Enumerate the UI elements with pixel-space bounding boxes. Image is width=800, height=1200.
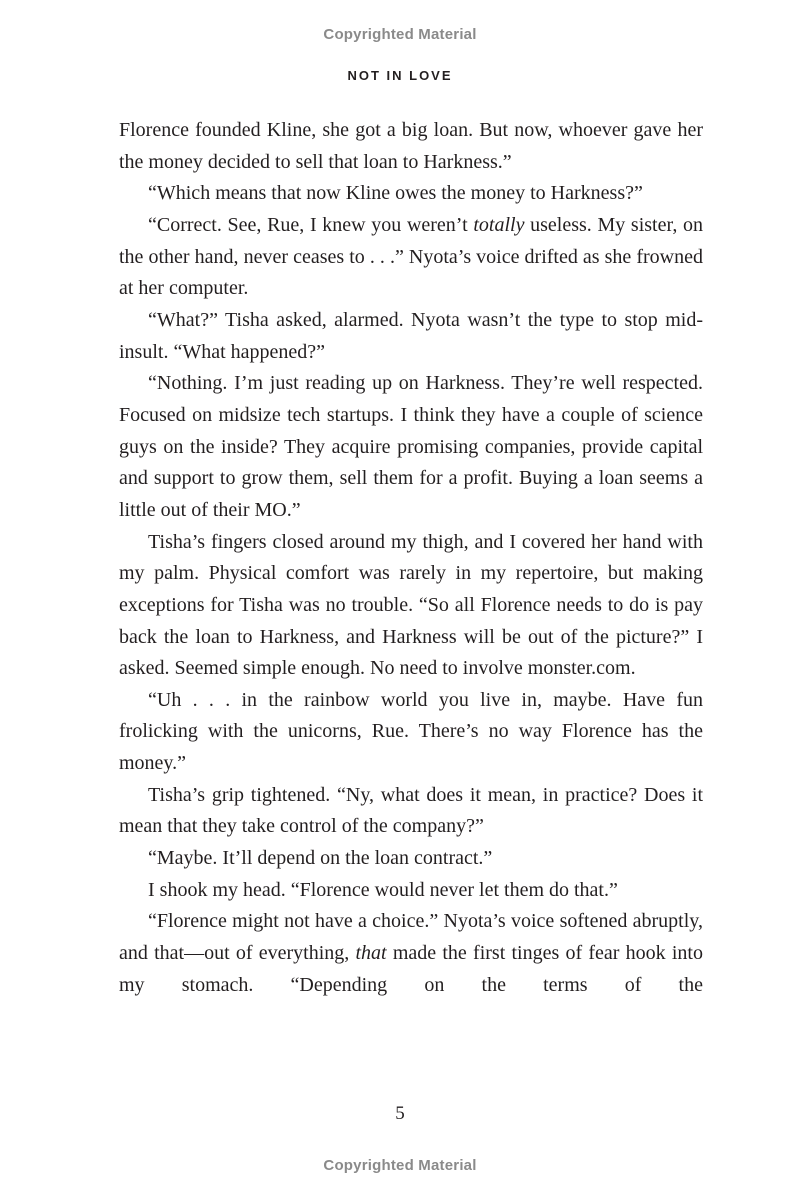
italic-text: that (355, 942, 387, 965)
text-run: I shook my head. “Florence would never let them do that.” (148, 878, 618, 901)
body-text (119, 115, 703, 1001)
text-run: Tisha’s grip tightened. “Ny, what does it mean, in practice? Does it mean that they take control of the company?” (119, 783, 703, 838)
text-run: Tisha’s fingers closed around my thigh, and I covered her hand with my palm. Physical comfort was rarely in my repertoire, but making exceptions for Tisha was no trouble. “So all Florence needs to do is pay back the loan to Harkness, and Harkness will be out of the picture?” I asked. Seemed simple enough. No need to involve monster.com. (119, 530, 703, 680)
paragraph-6 (119, 527, 703, 685)
text-run: useless. My sister, on the other hand, never ceases to . . .” Nyota’s voice drifted as she frowned at her computer. (119, 213, 703, 300)
paragraph-7 (119, 685, 703, 780)
paragraph-3 (119, 210, 703, 305)
paragraph-2 (119, 178, 703, 210)
running-head: NOT IN LOVE (347, 68, 453, 83)
text-run: “Uh . . . in the rainbow world you live in, maybe. Have fun frolicking with the unicorns, Rue. There’s no way Florence has the money.” (119, 688, 703, 775)
text-run: “Florence might not have a choice.” Nyota’s voice softened abruptly, and that—out of everything, (119, 910, 703, 965)
text-run: “What?” Tisha asked, alarmed. Nyota wasn’t the type to stop mid-insult. “What happened?” (119, 308, 703, 363)
text-run: “Nothing. I’m just reading up on Harkness. They’re well respected. Focused on midsize tech startups. I think they have a couple of science guys on the inside? They acquire promising companies, provide capital and support to grow them, sell them for a profit. Buying a loan seems a little out of their MO.” (119, 372, 703, 521)
text-run: “Correct. See, Rue, I knew you weren’t (148, 213, 474, 236)
italic-text: totally (473, 213, 525, 236)
paragraph-11 (119, 906, 703, 1001)
paragraph-4 (119, 305, 703, 368)
text-run: made the first tinges of fear hook into my stomach. “Depending on the terms of the (119, 942, 703, 996)
copyright-watermark-bottom: Copyrighted Material (323, 1157, 477, 1174)
text-run: “Which means that now Kline owes the money to Harkness?” (148, 182, 643, 205)
page-number: 5 (395, 1103, 405, 1124)
copyright-watermark-top: Copyrighted Material (323, 26, 477, 43)
paragraph-10 (119, 875, 703, 907)
paragraph-9 (119, 843, 703, 875)
paragraph-5 (119, 368, 703, 526)
paragraph-1 (119, 115, 703, 178)
paragraph-8 (119, 780, 703, 843)
text-run: “Maybe. It’ll depend on the loan contract.” (148, 847, 493, 870)
text-run: Florence founded Kline, she got a big loan. But now, whoever gave her the money decided to sell that loan to Harkness.” (119, 119, 703, 173)
